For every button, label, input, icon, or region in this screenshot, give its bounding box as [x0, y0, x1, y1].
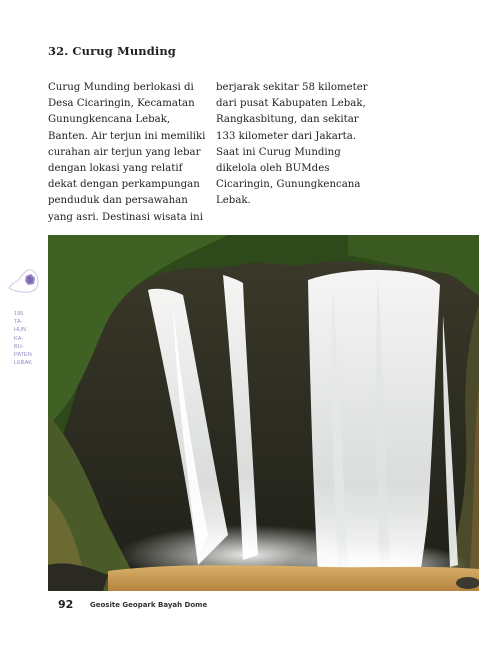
section-heading: 32. Curug Munding	[48, 44, 176, 58]
text-line: Lebak.	[216, 195, 251, 207]
text-line: berjarak sekitar 58 kilometer	[216, 82, 368, 93]
body-column-right	[216, 80, 386, 210]
page-number: 92	[58, 598, 74, 611]
text-line: curahan air terjun yang lebar	[48, 146, 201, 158]
body-paragraph-left	[48, 80, 218, 226]
text-line: dikelola oleh BUMdes	[216, 163, 330, 175]
book-title: Geosite Geopark Bayah Dome	[90, 601, 208, 609]
side-label-line: HUN	[14, 327, 27, 334]
side-label	[14, 310, 40, 367]
side-label-line: LEBAK	[14, 360, 33, 367]
text-line: Curug Munding berlokasi di	[48, 82, 194, 93]
text-line: Saat ini Curug Munding	[216, 146, 341, 158]
text-line: 133 kilometer dari Jakarta.	[216, 130, 357, 142]
text-line: Banten. Air terjun ini memiliki	[48, 130, 206, 142]
text-line: dari pusat Kabupaten Lebak,	[216, 98, 366, 110]
side-label-line: BU-	[14, 343, 24, 350]
side-label-line: PATEN	[14, 352, 32, 359]
text-line: Desa Cicaringin, Kecamatan	[48, 98, 195, 110]
text-line: yang asri. Destinasi wisata ini	[48, 211, 203, 223]
text-line: Rangkasbitung, dan sekitar	[216, 114, 359, 126]
text-line: dekat dengan perkampungan	[48, 179, 200, 191]
body-column-left	[48, 80, 218, 226]
side-label-line: TA-	[14, 319, 23, 326]
text-line: Cicaringin, Gunungkencana	[216, 179, 361, 191]
waterfall-photo	[48, 235, 479, 591]
text-line: dengan lokasi yang relatif	[48, 163, 183, 175]
body-paragraph-right	[216, 80, 386, 210]
text-line: penduduk dan persawahan	[48, 195, 188, 207]
side-label-line: KA-	[14, 335, 24, 342]
text-line: Gunungkencana Lebak,	[48, 114, 171, 126]
side-label-line: 195	[14, 311, 24, 317]
regency-map-icon	[6, 262, 42, 298]
